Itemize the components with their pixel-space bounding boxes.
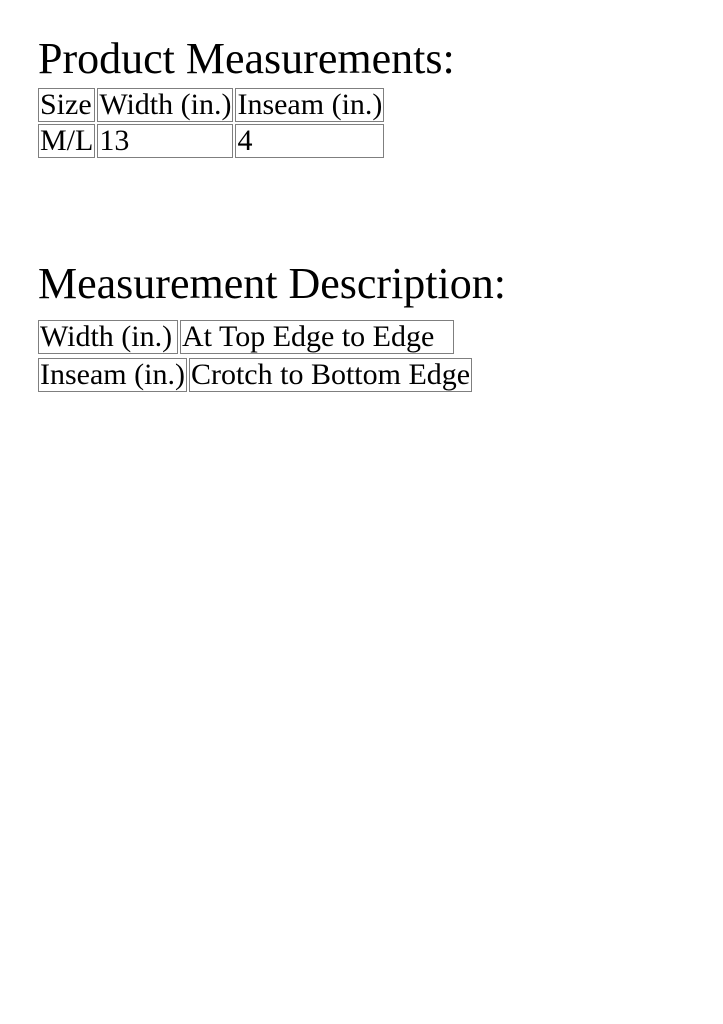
measurement-name-inseam: Inseam (in.) <box>40 358 185 391</box>
width-value: 13 <box>97 124 233 158</box>
column-header-size: Size <box>38 88 95 122</box>
table-header-row <box>38 88 384 122</box>
measurement-description-table-row-inseam <box>36 356 474 394</box>
table-row <box>38 320 454 354</box>
measurement-description-heading: Measurement Description: <box>38 259 506 308</box>
inseam-value: 4 <box>235 124 384 158</box>
product-measurements-heading: Product Measurements: <box>38 34 455 83</box>
measurement-desc-width: At Top Edge to Edge <box>180 320 454 354</box>
product-measurements-table <box>36 86 386 160</box>
column-header-width: Width (in.) <box>99 88 232 121</box>
measurement-description-table-row-width <box>36 318 456 356</box>
size-value: M/L <box>40 124 94 157</box>
table-row <box>38 358 472 392</box>
measurement-desc-inseam: Crotch to Bottom Edge <box>190 358 471 391</box>
table-row <box>38 124 384 158</box>
column-header-inseam: Inseam (in.) <box>237 88 383 121</box>
measurement-name-width: Width (in.) <box>38 320 178 354</box>
